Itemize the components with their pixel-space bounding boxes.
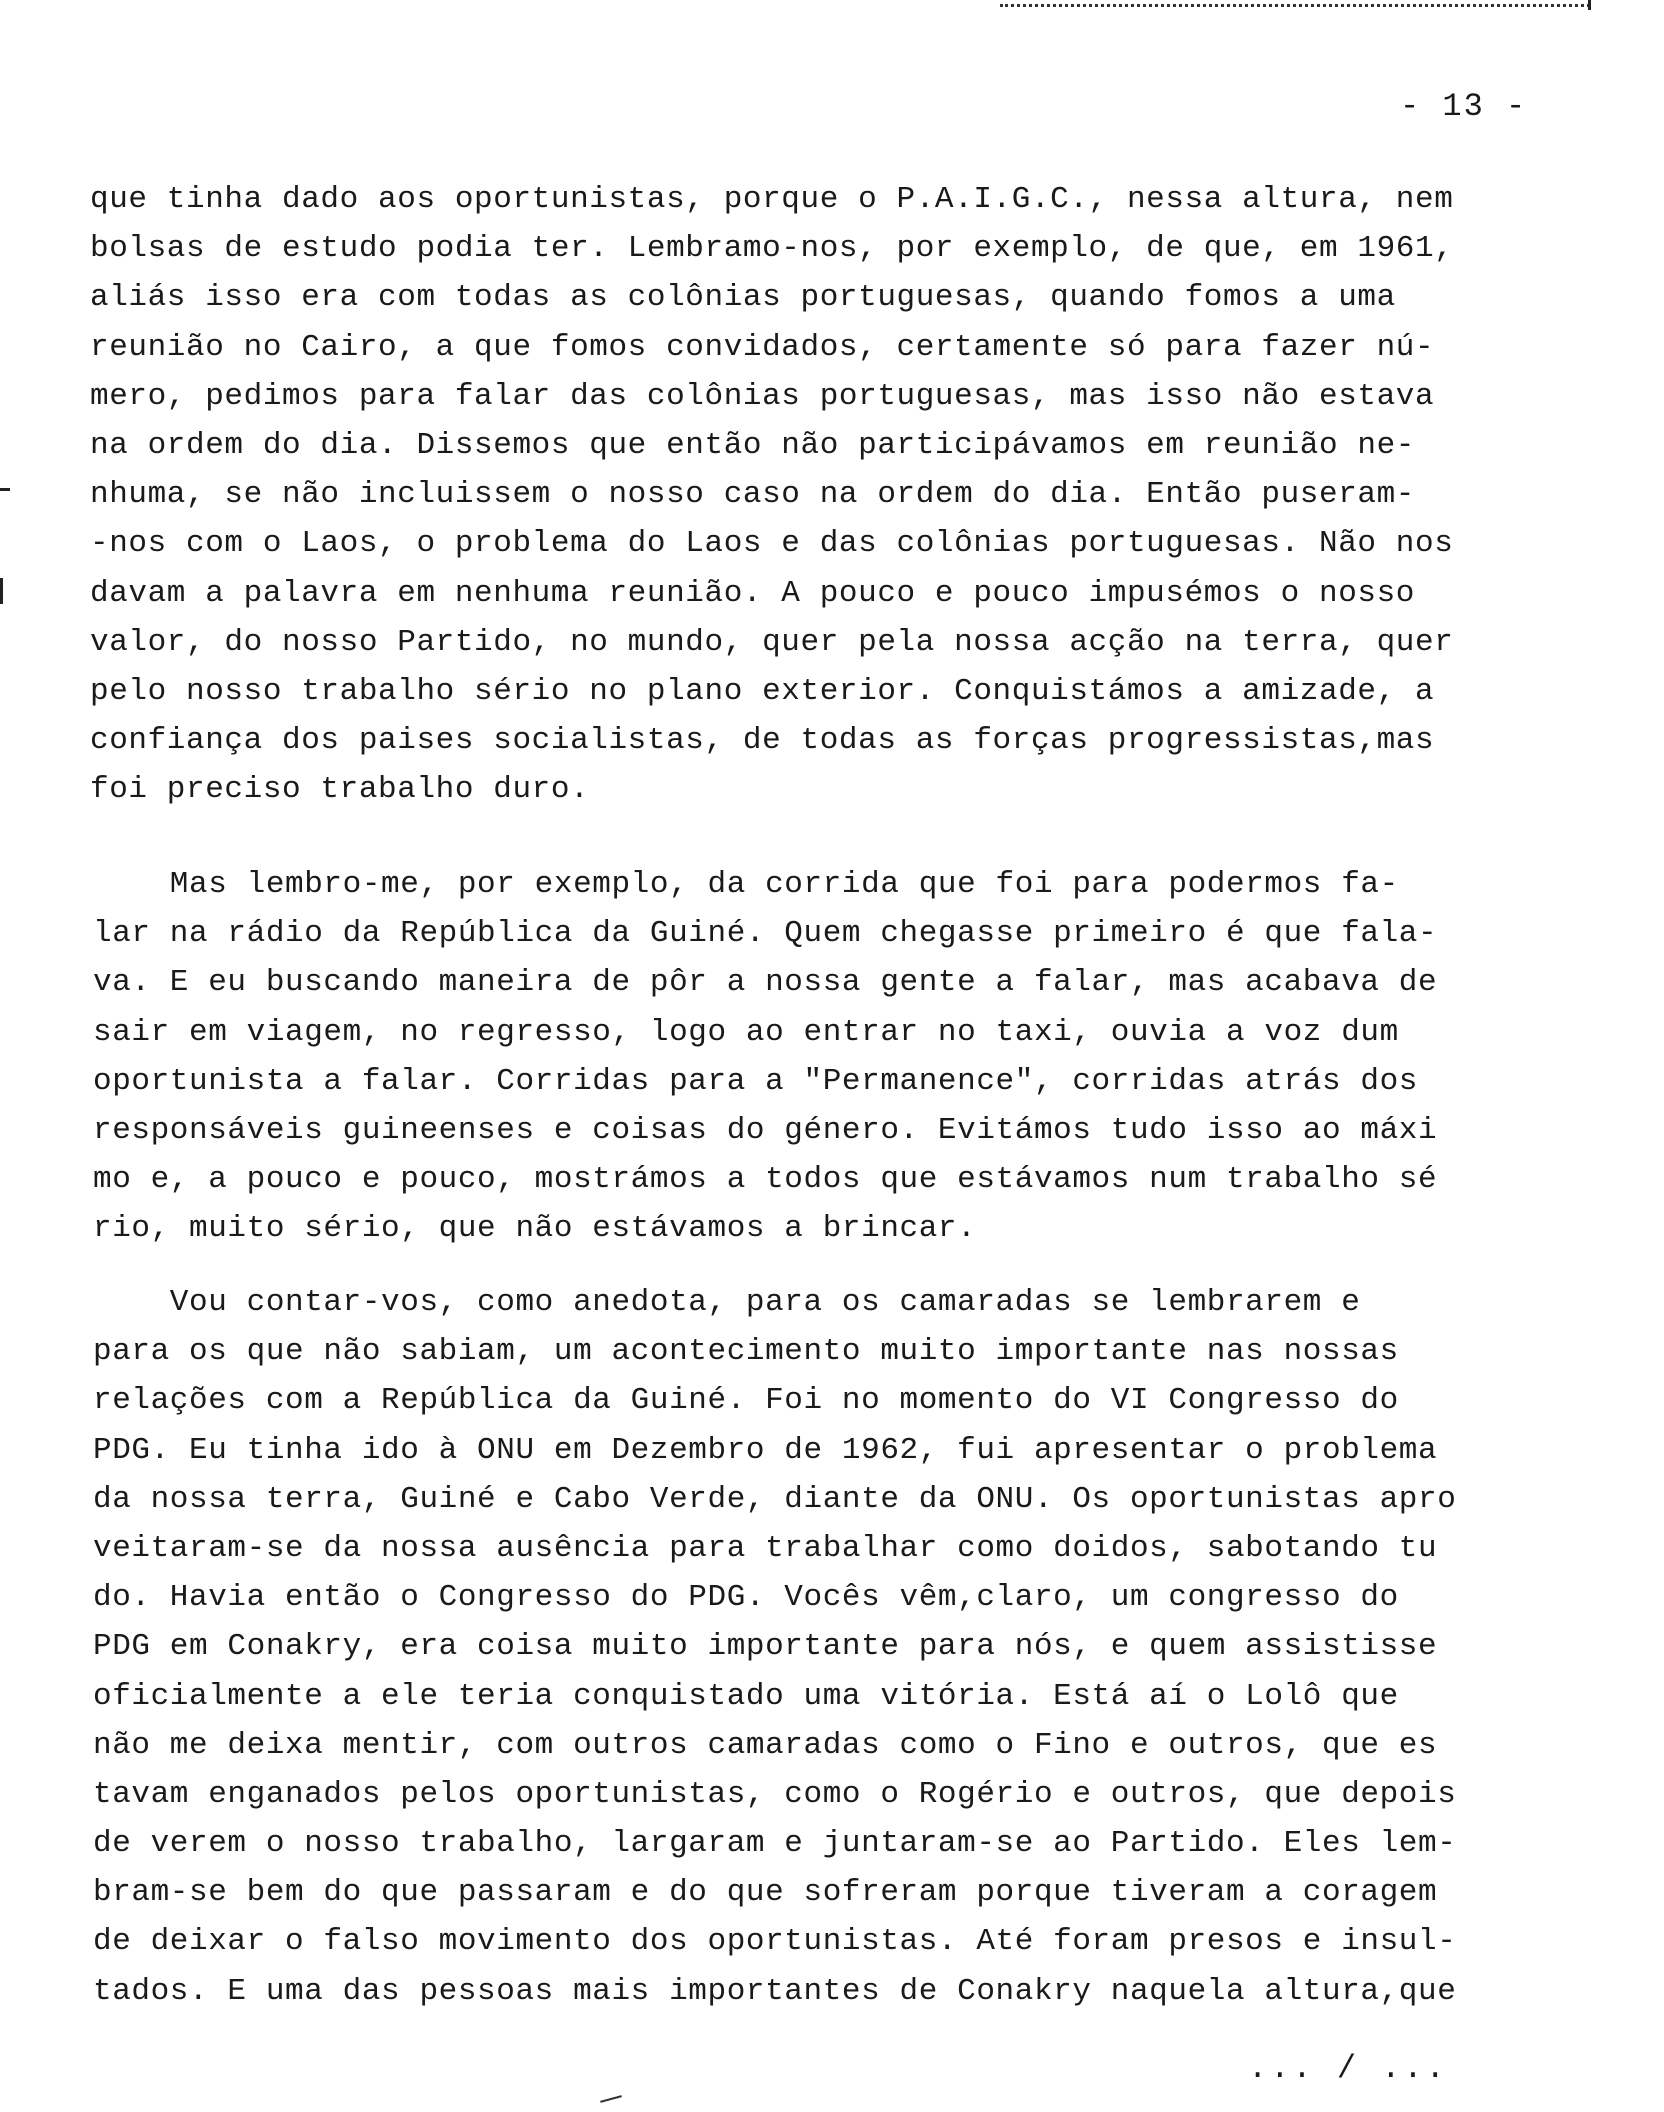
text-line: mero, pedimos para falar das colônias portuguesas, mas isso não estava — [90, 378, 1435, 414]
text-line: do. Havia então o Congresso do PDG. Vocês vêm,claro, um congresso do — [93, 1580, 1399, 1616]
margin-mark — [0, 578, 3, 604]
text-line: confiança dos paises socialistas, de todas as forças progressistas,mas — [90, 723, 1435, 759]
text-line: PDG em Conakry, era coisa muito importante para nós, e quem assistisse — [93, 1629, 1438, 1665]
text-line: responsáveis guineenses e coisas do género. Evitámos tudo isso ao máxi — [93, 1112, 1438, 1148]
text-line: relações com a República da Guiné. Foi no momento do VI Congresso do — [93, 1383, 1399, 1419]
continuation-marker: ... / ... — [1248, 2050, 1448, 2087]
page-number: - 13 - — [1400, 88, 1528, 125]
text-line: pelo nosso trabalho sério no plano exterior. Conquistámos a amizade, a — [90, 673, 1435, 709]
text-line: oficialmente a ele teria conquistado uma vitória. Está aí o Lolô que — [93, 1678, 1399, 1714]
text-line: foi preciso trabalho duro. — [90, 772, 590, 808]
text-line: para os que não sabiam, um acontecimento muito importante nas nossas — [93, 1334, 1399, 1370]
text-line: Mas lembro-me, por exemplo, da corrida que foi para podermos fa- — [93, 867, 1399, 902]
text-line: tavam enganados pelos oportunistas, como o Rogério e outros, que depois — [93, 1776, 1457, 1812]
text-line: de verem o nosso trabalho, largaram e juntaram-se ao Partido. Eles lem- — [93, 1826, 1457, 1862]
text-line: na ordem do dia. Dissemos que então não participávamos em reunião ne- — [90, 427, 1416, 463]
text-line: de deixar o falso movimento dos oportunistas. Até foram presos e insul- — [93, 1924, 1457, 1960]
text-line: lar na rádio da República da Guiné. Quem chegasse primeiro é que fala- — [93, 916, 1438, 952]
text-line: bram-se bem do que passaram e do que sofreram porque tiveram a coragem — [93, 1875, 1438, 1911]
paragraph-1 — [90, 175, 1570, 814]
text-line: oportunista a falar. Corridas para a "Permanence", corridas atrás dos — [93, 1063, 1419, 1099]
text-line: -nos com o Laos, o problema do Laos e das colônias portuguesas. Não nos — [90, 526, 1454, 562]
paragraph-2 — [93, 860, 1573, 1254]
text-line: mo e, a pouco e pouco, mostrámos a todos que estávamos num trabalho sé — [93, 1162, 1438, 1198]
margin-mark — [0, 488, 10, 491]
stray-mark — [600, 2095, 622, 2103]
paragraph-3 — [93, 1278, 1573, 2016]
text-line: veitaram-se da nossa ausência para trabalhar como doidos, sabotando tu — [93, 1530, 1438, 1566]
text-line: sair em viagem, no regresso, logo ao entrar no taxi, ouvia a voz dum — [93, 1014, 1399, 1050]
top-edge-corner — [1588, 0, 1591, 10]
text-line: aliás isso era com todas as colônias portuguesas, quando fomos a uma — [90, 280, 1396, 316]
text-line: Vou contar-vos, como anedota, para os camaradas se lembrarem e — [93, 1285, 1361, 1320]
text-line: tados. E uma das pessoas mais importantes de Conakry naquela altura,que — [93, 1973, 1457, 2009]
text-line: da nossa terra, Guiné e Cabo Verde, diante da ONU. Os oportunistas apro — [93, 1481, 1457, 1517]
text-line: reunião no Cairo, a que fomos convidados, certamente só para fazer nú- — [90, 329, 1435, 365]
text-line: nhuma, se não incluissem o nosso caso na ordem do dia. Então puseram- — [90, 477, 1416, 513]
text-line: que tinha dado aos oportunistas, porque o P.A.I.G.C., nessa altura, nem — [90, 182, 1454, 217]
text-line: valor, do nosso Partido, no mundo, quer pela nossa acção na terra, quer — [90, 624, 1454, 660]
text-line: PDG. Eu tinha ido à ONU em Dezembro de 1962, fui apresentar o problema — [93, 1432, 1438, 1468]
text-line: não me deixa mentir, com outros camaradas como o Fino e outros, que es — [93, 1727, 1438, 1763]
top-edge-rule — [1000, 0, 1590, 7]
text-line: rio, muito sério, que não estávamos a brincar. — [93, 1211, 977, 1247]
text-line: bolsas de estudo podia ter. Lembramo-nos, por exemplo, de que, em 1961, — [90, 231, 1454, 267]
text-line: davam a palavra em nenhuma reunião. A pouco e pouco impusémos o nosso — [90, 575, 1416, 611]
text-line: va. E eu buscando maneira de pôr a nossa gente a falar, mas acabava de — [93, 965, 1438, 1001]
